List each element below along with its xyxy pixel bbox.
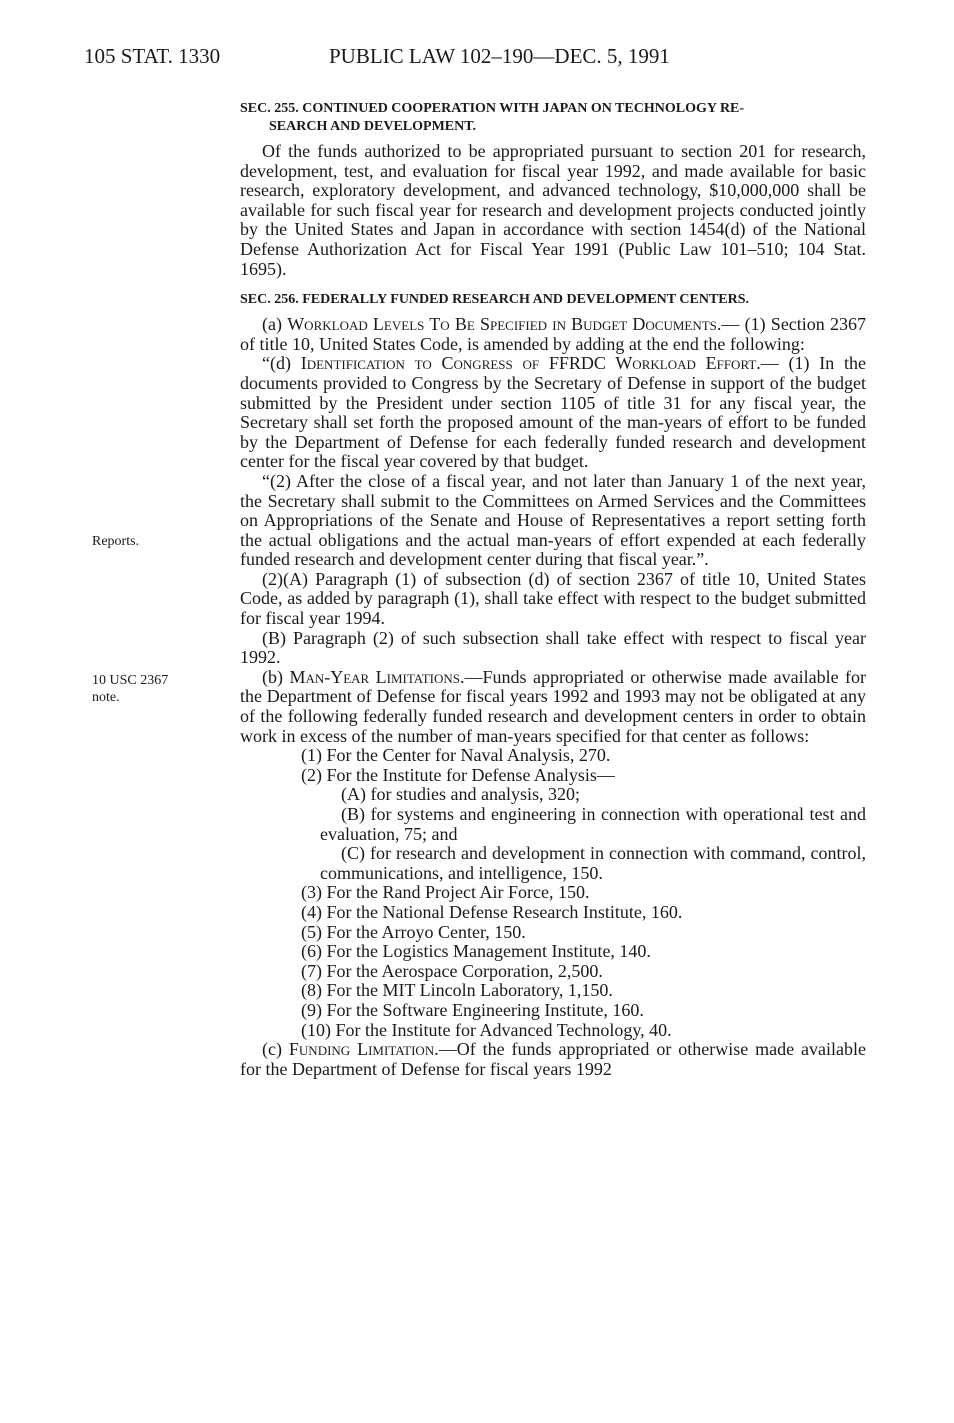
subsection-a-caption: Workload Levels To Be Specified in Budget Documents. (287, 314, 722, 335)
subsection-b-caption: Man-Year Limitations. (289, 666, 465, 687)
subsection-c-caption: Funding Limitation. (288, 1039, 439, 1060)
list-item: (2) For the Institute for Defense Analysis— (301, 764, 615, 785)
inserted-subsection-d: “(d) Identification to Congress of FFRDC Workload Effort.— (1) In the documents provided to Congress by the Secretary of Defense in support of the budget submitted by the President under section 1105 of title 31 for any fiscal year, the Secretary shall set forth the proposed amount of the man-years of effort to be funded by the Department of Defense for each federally funded research and development center for the fiscal year covered by that budget. (240, 353, 866, 472)
list-item: (5) For the Arroyo Center, 150. (301, 921, 526, 942)
margin-note-usc-line2: note. (92, 690, 120, 705)
paragraph-2B: (B) Paragraph (2) of such subsection shall take effect with respect to fiscal year 1992. (240, 627, 866, 668)
sub-list-item: (B) for systems and engineering in connection with operational test and evaluation, 75; and (320, 804, 866, 844)
section-256-heading: SEC. 256. FEDERALLY FUNDED RESEARCH AND DEVELOPMENT CENTERS. (240, 292, 750, 308)
section-255-heading: SEC. 255. CONTINUED COOPERATION WITH JAPAN ON TECHNOLOGY RE- SEARCH AND DEVELOPMENT. (240, 101, 745, 134)
list-item: (1) For the Center for Naval Analysis, 270. (301, 745, 611, 766)
paragraph-2A: (2)(A) Paragraph (1) of subsection (d) of section 2367 of title 10, United States Code, as added by paragraph (1), shall take effect with respect to the budget submitted for fiscal year 1994. (240, 568, 866, 629)
section-255-body: Of the funds authorized to be appropriated pursuant to section 201 for research, development, test, and evaluation for fiscal year 1992, and made available for basic research, exploratory development, and advanced technology, $10,000,000 shall be available for such fiscal year for research and development projects conducted jointly by the United States and Japan in accordance with section 1454(d) of the National Defense Authorization Act for Fiscal Year 1991 (Public Law 101–510; 104 Stat. 1695). (240, 141, 866, 279)
subsection-c: (c) Funding Limitation.—Of the funds appropriated or otherwise made available for the Department of Defense for fiscal years 1992 (240, 1039, 867, 1079)
list-item: (6) For the Logistics Management Institute, 140. (301, 941, 651, 962)
margin-note-usc-line1: 10 USC 2367 (92, 673, 169, 688)
sub-list-item: (C) for research and development in connection with command, control, communications, and intelligence, 150. (320, 843, 866, 883)
list-item: (10) For the Institute for Advanced Technology, 40. (301, 1019, 672, 1040)
inserted-paragraph-d2: “(2) After the close of a fiscal year, and not later than January 1 of the next year, the Secretary shall submit to the Committees on Armed Services and the Committees on Appropriations of the Senate and House of Representatives a report setting forth the actual obligations and the actual man-years of effort expended at each federally funded research and development center during that fiscal year.”. (240, 470, 866, 570)
public-law-title: PUBLIC LAW 102–190—DEC. 5, 1991 (329, 44, 670, 68)
list-item: (3) For the Rand Project Air Force, 150. (301, 882, 590, 903)
subsection-a: (a) Workload Levels To Be Specified in Budget Documents.— (1) Section 2367 of title 10, United States Code, is amended by adding at the end the following: (240, 314, 867, 354)
list-item: (8) For the MIT Lincoln Laboratory, 1,150. (301, 980, 613, 1001)
document-body (240, 100, 866, 1079)
list-item: (4) For the National Defense Research Institute, 160. (301, 901, 683, 922)
list-item: (7) For the Aerospace Corporation, 2,500. (301, 960, 603, 981)
subsection-d-caption: Identification to Congress of FFRDC Workload Effort. (300, 353, 761, 374)
subsection-b: (b) Man-Year Limitations.—Funds appropriated or otherwise made available for the Department of Defense for fiscal years 1992 and 1993 may not be obligated at any of the following federally funded research and development centers in order to obtain work in excess of the number of man-years specified for that center as follows: (240, 666, 866, 746)
page-header (84, 44, 884, 69)
margin-note-usc (92, 672, 168, 706)
list-item: (9) For the Software Engineering Institute, 160. (301, 999, 644, 1020)
margin-note-reports: Reports. (92, 534, 140, 549)
sub-list-item: (A) for studies and analysis, 320; (341, 784, 580, 805)
statute-page-number: 105 STAT. 1330 (84, 44, 221, 68)
